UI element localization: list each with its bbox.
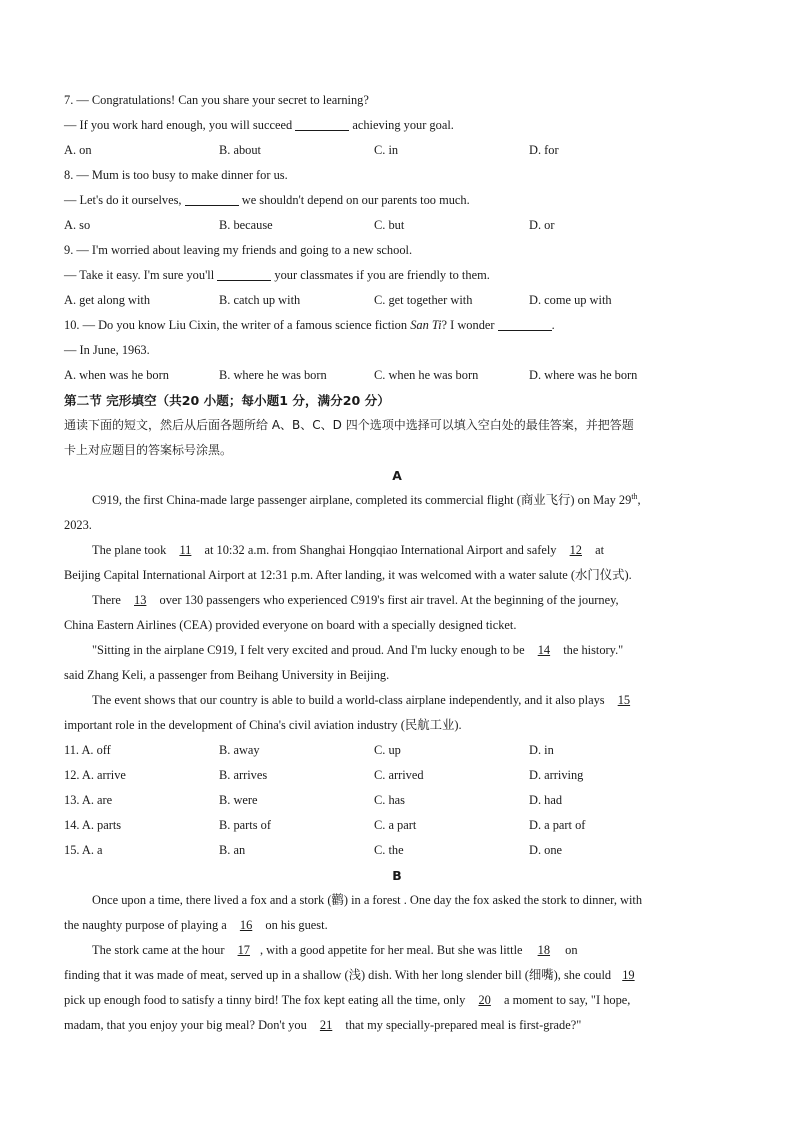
passage-b-p2-line3: pick up enough food to satisfy a tinny bird! The fox kept eating all the time, only 20 a moment to say, "I hope, bbox=[64, 993, 631, 1007]
option-d: D. in bbox=[529, 743, 554, 757]
option-b: B. an bbox=[219, 843, 246, 857]
option-c: C. has bbox=[374, 793, 405, 807]
option-c: C. in bbox=[374, 143, 399, 157]
section-title: 第二节 完形填空（共20 小题；每小题1 分，满分20 分） bbox=[64, 393, 390, 408]
passage-a-p4-cont: said Zhang Keli, a passenger from Beihang University in Beijing. bbox=[64, 668, 390, 682]
question-8-options bbox=[64, 213, 730, 238]
option-a: 11. A. off bbox=[64, 743, 111, 757]
exam-page bbox=[64, 88, 730, 1038]
option-b: B. were bbox=[219, 793, 258, 807]
question-8-answer: — Let's do it ourselves, we shouldn't depend on our parents too much. bbox=[64, 193, 470, 207]
passage-b-p1: Once upon a time, there lived a fox and a stork (鹳) in a forest . One day the fox asked the stork to dinner, with bbox=[92, 893, 643, 907]
blank-17: 17 bbox=[237, 943, 250, 957]
section-instruction: 通读下面的短文，然后从后面各题所给 A、B、C、D 四个选项中选择可以填入空白处的最佳答案，并把答题 bbox=[64, 418, 634, 432]
passage-a-p1-cont: 2023. bbox=[64, 518, 92, 532]
option-a: 12. A. arrive bbox=[64, 768, 126, 782]
blank-13: 13 bbox=[134, 593, 147, 607]
question-7: 7. — Congratulations! Can you share your secret to learning? bbox=[64, 93, 369, 107]
blank-16: 16 bbox=[239, 918, 253, 932]
option-b: B. parts of bbox=[219, 818, 271, 832]
option-d: D. for bbox=[529, 143, 559, 157]
option-a: A. so bbox=[64, 218, 91, 232]
option-d: D. a part of bbox=[529, 818, 586, 832]
question-7-answer: — If you work hard enough, you will succeed achieving your goal. bbox=[64, 118, 454, 132]
option-a: A. on bbox=[64, 143, 92, 157]
option-d: D. one bbox=[529, 843, 563, 857]
option-c: C. a part bbox=[374, 818, 417, 832]
passage-a-label: A bbox=[392, 468, 402, 483]
option-d: D. arriving bbox=[529, 768, 584, 782]
option-c: C. but bbox=[374, 218, 405, 232]
question-8: 8. — Mum is too busy to make dinner for us. bbox=[64, 168, 288, 182]
option-d: D. come up with bbox=[529, 293, 612, 307]
passage-b-p2-line2: finding that it was made of meat, served up in a shallow (浅) dish. With her long slender bill (细嘴), she could 19 bbox=[64, 968, 635, 982]
option-a: A. get along with bbox=[64, 293, 151, 307]
option-b: B. catch up with bbox=[219, 293, 301, 307]
answer-blank bbox=[295, 118, 349, 131]
option-a: A. when was he born bbox=[64, 368, 169, 382]
question-9-options bbox=[64, 288, 730, 313]
option-a: 14. A. parts bbox=[64, 818, 122, 832]
options-row-11 bbox=[64, 738, 730, 763]
passage-b-label: B bbox=[392, 868, 402, 883]
blank-21: 21 bbox=[319, 1018, 333, 1032]
question-9-answer: — Take it easy. I'm sure you'll your classmates if you are friendly to them. bbox=[64, 268, 490, 282]
option-c: C. up bbox=[374, 743, 401, 757]
question-9: 9. — I'm worried about leaving my friends and going to a new school. bbox=[64, 243, 413, 257]
option-b: B. because bbox=[219, 218, 273, 232]
question-10: 10. — Do you know Liu Cixin, the writer of a famous science fiction San Ti? I wonder . bbox=[64, 318, 555, 332]
blank-18: 18 bbox=[537, 943, 551, 957]
passage-a-p5-cont: important role in the development of China's civil aviation industry (民航工业). bbox=[64, 718, 462, 732]
option-c: C. get together with bbox=[374, 293, 473, 307]
question-7-options bbox=[64, 138, 730, 163]
passage-a-p1: C919, the first China-made large passenger airplane, completed its commercial flight (商业飞行) on May 29th, bbox=[92, 491, 641, 507]
question-10-options bbox=[64, 363, 730, 388]
blank-20: 20 bbox=[478, 993, 491, 1007]
blank-15: 15 bbox=[617, 693, 631, 707]
options-row-13 bbox=[64, 788, 730, 813]
section-instruction-cont: 卡上对应题目的答案标号涂黑。 bbox=[64, 443, 233, 457]
passage-a-p3-cont: China Eastern Airlines (CEA) provided everyone on board with a specially designed ticket. bbox=[64, 618, 517, 632]
blank-19: 19 bbox=[622, 968, 635, 982]
option-b: B. about bbox=[219, 143, 261, 157]
passage-a-p3: There 13 over 130 passengers who experienced C919's first air travel. At the beginning of the journey, bbox=[92, 593, 619, 607]
answer-blank bbox=[217, 268, 271, 281]
options-row-14 bbox=[64, 813, 730, 838]
passage-b-p2: The stork came at the hour 17 , with a good appetite for her meal. But she was little 18 on bbox=[92, 943, 578, 957]
option-a: 13. A. are bbox=[64, 793, 113, 807]
passage-b-p2-line4: madam, that you enjoy your big meal? Don't you 21 that my specially-prepared meal is first-grade?" bbox=[64, 1018, 582, 1032]
option-d: D. had bbox=[529, 793, 563, 807]
passage-b-p1-cont: the naughty purpose of playing a 16 on his guest. bbox=[64, 918, 328, 932]
blank-12: 12 bbox=[569, 543, 582, 557]
options-row-15 bbox=[64, 838, 730, 863]
passage-a-p2-cont: Beijing Capital International Airport at 12:31 p.m. After landing, it was welcomed with a water salute (水门仪式). bbox=[64, 568, 632, 582]
question-10-answer: — In June, 1963. bbox=[64, 343, 150, 357]
option-b: B. away bbox=[219, 743, 260, 757]
passage-a-p5: The event shows that our country is able to build a world-class airplane independently, and it also plays 15 bbox=[92, 693, 631, 707]
option-b: B. where he was born bbox=[219, 368, 327, 382]
option-d: D. where was he born bbox=[529, 368, 638, 382]
answer-blank bbox=[498, 318, 552, 331]
option-b: B. arrives bbox=[219, 768, 268, 782]
option-c: C. the bbox=[374, 843, 404, 857]
answer-blank bbox=[185, 193, 239, 206]
option-a: 15. A. a bbox=[64, 843, 103, 857]
blank-11: 11 bbox=[179, 543, 192, 557]
passage-a-p2: The plane took 11 at 10:32 a.m. from Shanghai Hongqiao International Airport and safely 12 at bbox=[92, 543, 605, 557]
option-c: C. when he was born bbox=[374, 368, 479, 382]
options-row-12 bbox=[64, 763, 730, 788]
option-c: C. arrived bbox=[374, 768, 424, 782]
option-d: D. or bbox=[529, 218, 555, 232]
passage-a-p4: "Sitting in the airplane C919, I felt very excited and proud. And I'm lucky enough to be 14 the history." bbox=[92, 643, 624, 657]
blank-14: 14 bbox=[537, 643, 551, 657]
